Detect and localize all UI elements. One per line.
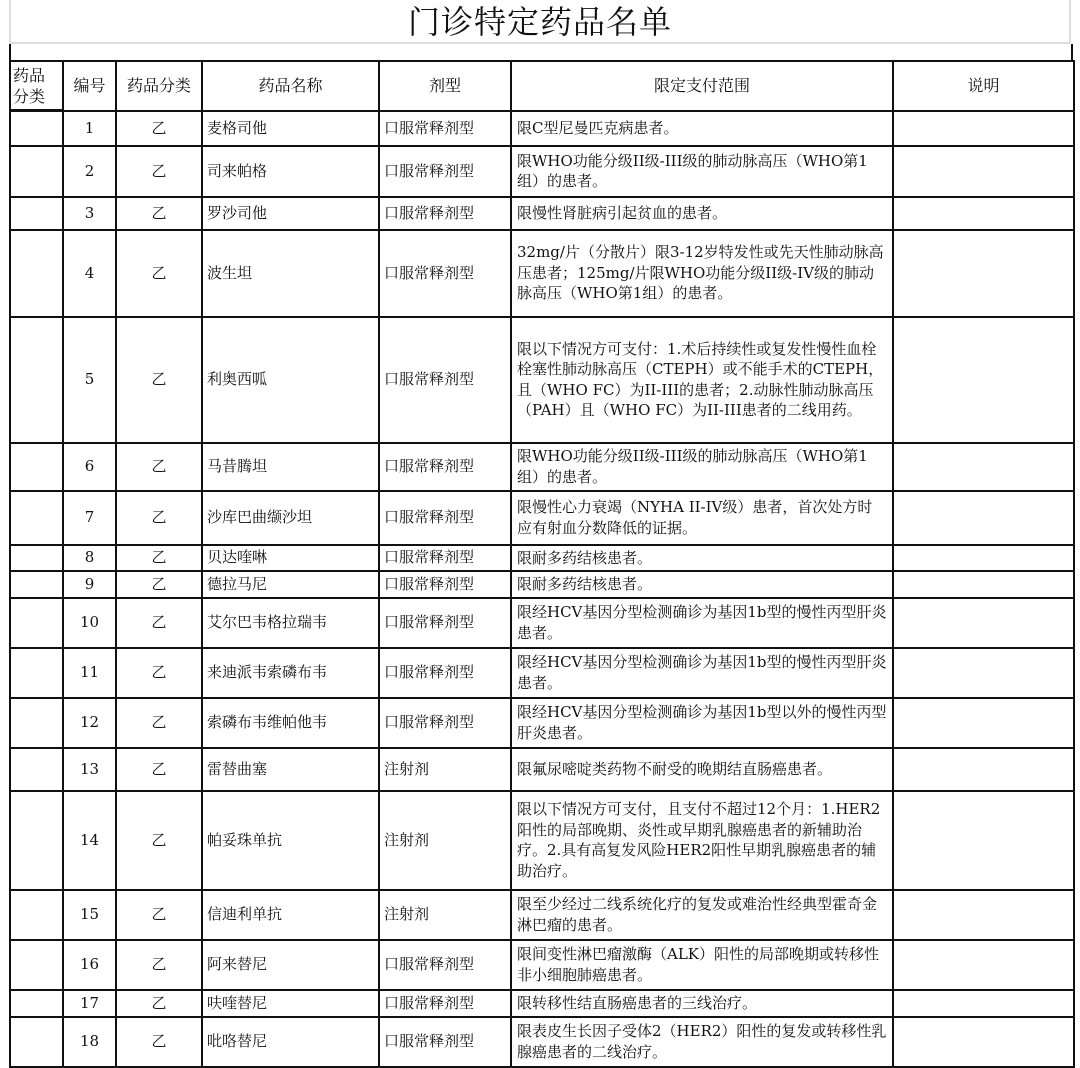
drug-name-cell: 吡咯替尼	[202, 1017, 379, 1067]
dosage-form-cell: 口服常释剂型	[379, 571, 511, 598]
note-cell	[893, 317, 1074, 443]
number-cell: 2	[63, 146, 116, 197]
table-row	[10, 571, 1074, 598]
category-cell: 乙	[116, 748, 202, 791]
category-cell: 乙	[116, 146, 202, 197]
note-cell	[893, 545, 1074, 572]
dosage-form-cell: 注射剂	[379, 748, 511, 791]
dosage-form-cell: 口服常释剂型	[379, 545, 511, 572]
table-row	[10, 230, 1074, 317]
drug-name-cell: 司来帕格	[202, 146, 379, 197]
number-cell: 7	[63, 491, 116, 545]
payment-scope-cell: 限转移性结直肠癌患者的三线治疗。	[511, 990, 893, 1017]
payment-scope-cell: 限以下情况方可支付，且支付不超过12个月：1.HER2阳性的局部晚期、炎性或早期乳腺癌患者的新辅助治疗。2.具有高复发风险HER2阳性早期乳腺癌患者的辅助治疗。	[511, 791, 893, 890]
note-cell	[893, 990, 1074, 1017]
payment-scope-cell: 限氟尿嘧啶类药物不耐受的晚期结直肠癌患者。	[511, 748, 893, 791]
number-cell: 9	[63, 571, 116, 598]
table-row	[10, 197, 1074, 230]
note-cell	[893, 443, 1074, 491]
group-cell	[10, 698, 63, 748]
number-cell: 16	[63, 940, 116, 990]
dosage-form-cell: 口服常释剂型	[379, 197, 511, 230]
dosage-form-cell: 口服常释剂型	[379, 230, 511, 317]
category-cell: 乙	[116, 698, 202, 748]
category-cell: 乙	[116, 598, 202, 648]
header-payment-scope: 限定支付范围	[511, 61, 893, 111]
dosage-form-cell: 口服常释剂型	[379, 317, 511, 443]
group-cell	[10, 146, 63, 197]
table-row	[10, 111, 1074, 146]
drug-name-cell: 雷替曲塞	[202, 748, 379, 791]
drug-name-cell: 阿来替尼	[202, 940, 379, 990]
number-cell: 18	[63, 1017, 116, 1067]
table-row	[10, 698, 1074, 748]
table-row	[10, 443, 1074, 491]
drug-name-cell: 来迪派韦索磷布韦	[202, 648, 379, 698]
payment-scope-cell: 限WHO功能分级II级-III级的肺动脉高压（WHO第1组）的患者。	[511, 443, 893, 491]
table-row	[10, 146, 1074, 197]
drug-name-cell: 沙库巴曲缬沙坦	[202, 491, 379, 545]
category-cell: 乙	[116, 491, 202, 545]
dosage-form-cell: 口服常释剂型	[379, 648, 511, 698]
group-cell	[10, 197, 63, 230]
table-row	[10, 890, 1074, 940]
dosage-form-cell: 口服常释剂型	[379, 1017, 511, 1067]
group-cell	[10, 545, 63, 572]
group-cell	[10, 317, 63, 443]
category-cell: 乙	[116, 571, 202, 598]
dosage-form-cell: 口服常释剂型	[379, 146, 511, 197]
table-row	[10, 598, 1074, 648]
category-cell: 乙	[116, 317, 202, 443]
note-cell	[893, 197, 1074, 230]
note-cell	[893, 1017, 1074, 1067]
note-cell	[893, 491, 1074, 545]
drug-name-cell: 索磷布韦维帕他韦	[202, 698, 379, 748]
drug-name-cell: 利奥西呱	[202, 317, 379, 443]
payment-scope-cell: 限表皮生长因子受体2（HER2）阳性的复发或转移性乳腺癌患者的二线治疗。	[511, 1017, 893, 1067]
note-cell	[893, 111, 1074, 146]
dosage-form-cell: 注射剂	[379, 791, 511, 890]
number-cell: 5	[63, 317, 116, 443]
payment-scope-cell: 限经HCV基因分型检测确诊为基因1b型以外的慢性丙型肝炎患者。	[511, 698, 893, 748]
header-dosage-form: 剂型	[379, 61, 511, 111]
group-cell	[10, 990, 63, 1017]
dosage-form-cell: 口服常释剂型	[379, 698, 511, 748]
page-title: 门诊特定药品名单	[407, 3, 672, 41]
note-cell	[893, 748, 1074, 791]
category-cell: 乙	[116, 890, 202, 940]
payment-scope-cell: 限以下情况方可支付：1.术后持续性或复发性慢性血栓栓塞性肺动脉高压（CTEPH）或不能手术的CTEPH，且（WHO FC）为II-III的患者；2.动脉性肺动脉高压（PAH）且（WHO FC）为II-III患者的二线用药。	[511, 317, 893, 443]
category-cell: 乙	[116, 545, 202, 572]
group-cell	[10, 791, 63, 890]
number-cell: 8	[63, 545, 116, 572]
header-group: 药品分类	[10, 61, 63, 111]
note-cell	[893, 890, 1074, 940]
number-cell: 14	[63, 791, 116, 890]
title-band	[9, 0, 1071, 44]
category-cell: 乙	[116, 940, 202, 990]
drug-name-cell: 马昔腾坦	[202, 443, 379, 491]
number-cell: 15	[63, 890, 116, 940]
number-cell: 12	[63, 698, 116, 748]
note-cell	[893, 698, 1074, 748]
drug-name-cell: 德拉马尼	[202, 571, 379, 598]
header-category: 药品分类	[116, 61, 202, 111]
payment-scope-cell: 限耐多药结核患者。	[511, 571, 893, 598]
table-row	[10, 791, 1074, 890]
category-cell: 乙	[116, 111, 202, 146]
group-cell	[10, 1017, 63, 1067]
dosage-form-cell: 口服常释剂型	[379, 598, 511, 648]
payment-scope-cell: 限C型尼曼匹克病患者。	[511, 111, 893, 146]
group-cell	[10, 890, 63, 940]
number-cell: 6	[63, 443, 116, 491]
category-cell: 乙	[116, 990, 202, 1017]
table-row	[10, 491, 1074, 545]
group-cell	[10, 443, 63, 491]
header-note: 说明	[893, 61, 1074, 111]
note-cell	[893, 571, 1074, 598]
number-cell: 10	[63, 598, 116, 648]
table-header-row	[10, 61, 1074, 111]
spacer-row	[9, 44, 1073, 61]
drug-list-table	[9, 60, 1075, 1068]
note-cell	[893, 146, 1074, 197]
note-cell	[893, 230, 1074, 317]
table-row	[10, 940, 1074, 990]
category-cell: 乙	[116, 791, 202, 890]
header-number: 编号	[63, 61, 116, 111]
table-body	[10, 111, 1074, 1067]
group-cell	[10, 748, 63, 791]
drug-name-cell: 帕妥珠单抗	[202, 791, 379, 890]
note-cell	[893, 791, 1074, 890]
dosage-form-cell: 口服常释剂型	[379, 491, 511, 545]
payment-scope-cell: 限经HCV基因分型检测确诊为基因1b型的慢性丙型肝炎患者。	[511, 648, 893, 698]
group-cell	[10, 571, 63, 598]
drug-name-cell: 艾尔巴韦格拉瑞韦	[202, 598, 379, 648]
drug-name-cell: 信迪利单抗	[202, 890, 379, 940]
table-row	[10, 748, 1074, 791]
dosage-form-cell: 口服常释剂型	[379, 990, 511, 1017]
payment-scope-cell: 限耐多药结核患者。	[511, 545, 893, 572]
header-drug-name: 药品名称	[202, 61, 379, 111]
number-cell: 3	[63, 197, 116, 230]
dosage-form-cell: 注射剂	[379, 890, 511, 940]
drug-name-cell: 麦格司他	[202, 111, 379, 146]
category-cell: 乙	[116, 648, 202, 698]
group-cell	[10, 111, 63, 146]
payment-scope-cell: 32mg/片（分散片）限3-12岁特发性或先天性肺动脉高压患者；125mg/片限WHO功能分级II级-IV级的肺动脉高压（WHO第1组）的患者。	[511, 230, 893, 317]
category-cell: 乙	[116, 1017, 202, 1067]
number-cell: 17	[63, 990, 116, 1017]
number-cell: 1	[63, 111, 116, 146]
dosage-form-cell: 口服常释剂型	[379, 940, 511, 990]
payment-scope-cell: 限经HCV基因分型检测确诊为基因1b型的慢性丙型肝炎患者。	[511, 598, 893, 648]
table-row	[10, 990, 1074, 1017]
category-cell: 乙	[116, 197, 202, 230]
payment-scope-cell: 限至少经过二线系统化疗的复发或难治性经典型霍奇金淋巴瘤的患者。	[511, 890, 893, 940]
payment-scope-cell: 限间变性淋巴瘤激酶（ALK）阳性的局部晚期或转移性非小细胞肺癌患者。	[511, 940, 893, 990]
group-cell	[10, 230, 63, 317]
category-cell: 乙	[116, 443, 202, 491]
group-cell	[10, 940, 63, 990]
payment-scope-cell: 限慢性肾脏病引起贫血的患者。	[511, 197, 893, 230]
note-cell	[893, 940, 1074, 990]
drug-name-cell: 呋喹替尼	[202, 990, 379, 1017]
number-cell: 11	[63, 648, 116, 698]
note-cell	[893, 648, 1074, 698]
table-row	[10, 1017, 1074, 1067]
payment-scope-cell: 限WHO功能分级II级-III级的肺动脉高压（WHO第1组）的患者。	[511, 146, 893, 197]
note-cell	[893, 598, 1074, 648]
category-cell: 乙	[116, 230, 202, 317]
number-cell: 4	[63, 230, 116, 317]
table-row	[10, 545, 1074, 572]
group-cell	[10, 648, 63, 698]
table-row	[10, 648, 1074, 698]
drug-name-cell: 波生坦	[202, 230, 379, 317]
number-cell: 13	[63, 748, 116, 791]
dosage-form-cell: 口服常释剂型	[379, 111, 511, 146]
table-row	[10, 317, 1074, 443]
group-cell	[10, 491, 63, 545]
drug-name-cell: 贝达喹啉	[202, 545, 379, 572]
payment-scope-cell: 限慢性心力衰竭（NYHA II-IV级）患者，首次处方时应有射血分数降低的证据。	[511, 491, 893, 545]
group-cell	[10, 598, 63, 648]
drug-name-cell: 罗沙司他	[202, 197, 379, 230]
dosage-form-cell: 口服常释剂型	[379, 443, 511, 491]
